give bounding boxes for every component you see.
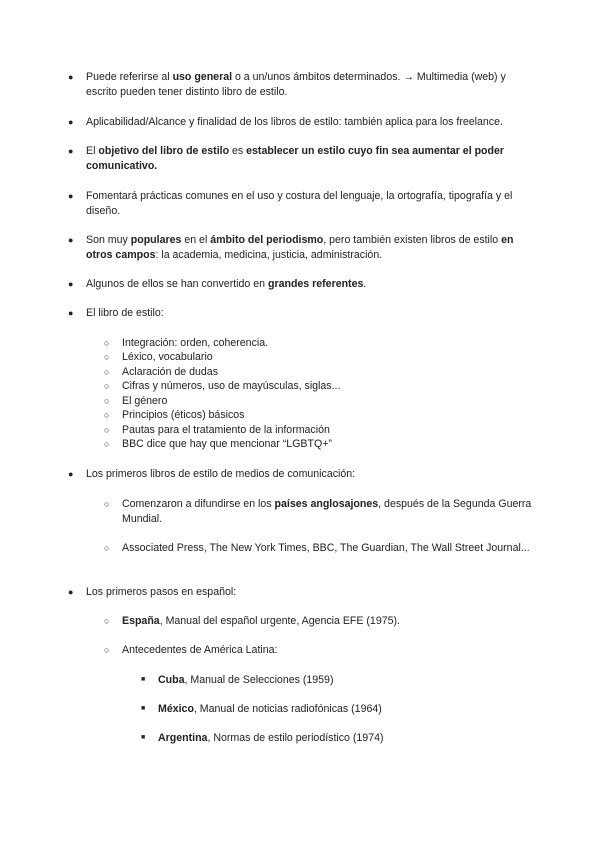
text-segment: Integración: orden, coherencia. bbox=[122, 337, 269, 349]
bold-text: Cuba bbox=[158, 674, 185, 686]
bullet-icon: ○ bbox=[104, 396, 110, 406]
bullet-icon: ○ bbox=[104, 381, 110, 391]
bold-text: en otros campos bbox=[86, 234, 514, 261]
bullet-icon: ■ bbox=[141, 676, 146, 683]
list-item bbox=[104, 394, 532, 409]
text-segment: , Manual de noticias radiofónicas (1964) bbox=[193, 703, 382, 715]
text-segment: Puede referirse al bbox=[86, 71, 173, 83]
list-item bbox=[68, 467, 536, 482]
bullet-icon: ■ bbox=[141, 734, 146, 741]
list-item bbox=[104, 643, 532, 658]
list-item bbox=[68, 115, 536, 130]
bullet-icon: ● bbox=[68, 279, 74, 289]
list-item bbox=[104, 614, 532, 629]
list-item bbox=[104, 423, 532, 438]
text-segment: Associated Press, The New York Times, BBC, The Guardian, The Wall Street Journal... bbox=[122, 542, 530, 554]
text-segment: Léxico, vocabulario bbox=[122, 351, 213, 363]
text-segment: , Manual del español urgente, Agencia EFE (1975). bbox=[159, 615, 400, 627]
bullet-icon: ● bbox=[68, 72, 74, 82]
bold-text: grandes referentes bbox=[267, 278, 364, 290]
list-item bbox=[68, 70, 536, 99]
bold-text: establecer un estilo cuyo fin sea aumentar el poder comunicativo. bbox=[86, 145, 505, 172]
bold-text: objetivo del libro de estilo bbox=[98, 145, 230, 157]
list-item bbox=[68, 233, 536, 262]
text-segment: Comenzaron a difundirse en los bbox=[122, 498, 275, 510]
text-segment: Principios (éticos) básicos bbox=[122, 409, 245, 421]
bullet-icon: ● bbox=[68, 117, 74, 127]
list-item bbox=[104, 408, 532, 423]
list-item bbox=[68, 144, 536, 173]
text-segment: BBC dice que hay que mencionar “LGBTQ+” bbox=[122, 438, 332, 450]
list-item bbox=[104, 365, 532, 380]
list-item bbox=[104, 437, 532, 452]
list-item bbox=[141, 731, 538, 746]
text-segment: Antecedentes de América Latina: bbox=[122, 644, 278, 656]
bold-text: España bbox=[122, 615, 160, 627]
bold-text: países anglosajones bbox=[274, 498, 379, 510]
text-segment: : la academia, medicina, justicia, administración. bbox=[155, 248, 383, 261]
text-segment: Aplicabilidad/Alcance y finalidad de los libros de estilo: también aplica para los freelance. bbox=[86, 116, 503, 128]
list-item bbox=[104, 497, 532, 526]
text-segment: en el bbox=[181, 234, 211, 246]
bold-text: Argentina bbox=[158, 732, 208, 744]
bold-text: populares bbox=[130, 234, 182, 246]
bullet-icon: ○ bbox=[104, 425, 110, 435]
list-item bbox=[68, 585, 536, 600]
list-item bbox=[141, 702, 538, 717]
list-item bbox=[68, 277, 536, 292]
text-segment: , Manual de Selecciones (1959) bbox=[184, 674, 334, 686]
text-segment: , después de la Segunda Guerra Mundial. bbox=[122, 498, 532, 525]
bold-text: México bbox=[158, 703, 194, 715]
text-segment: o a un/unos ámbitos determinados. → Multimedia (web) y escrito pueden tener distinto libro de estilo. bbox=[86, 71, 506, 98]
bold-text: ámbito del periodismo bbox=[210, 234, 324, 246]
bullet-icon: ● bbox=[68, 235, 74, 245]
list-item bbox=[68, 189, 536, 218]
bullet-icon: ● bbox=[68, 469, 74, 479]
text-segment: Aclaración de dudas bbox=[122, 366, 218, 378]
bullet-icon: ○ bbox=[104, 352, 110, 362]
text-segment: Cifras y números, uso de mayúsculas, siglas... bbox=[122, 380, 341, 392]
bullet-icon: ○ bbox=[104, 439, 110, 449]
bullet-icon: ● bbox=[68, 146, 74, 156]
text-segment: Los primeros libros de estilo de medios de comunicación: bbox=[86, 468, 356, 480]
text-segment: El género bbox=[122, 395, 168, 407]
list-item bbox=[104, 350, 532, 365]
text-segment: , pero también existen libros de estilo bbox=[323, 234, 502, 246]
list-item bbox=[104, 336, 532, 351]
list-item bbox=[141, 673, 538, 688]
bullet-icon: ○ bbox=[104, 367, 110, 377]
text-segment: Son muy bbox=[86, 234, 131, 246]
bullet-icon: ○ bbox=[104, 410, 110, 420]
list-item bbox=[104, 379, 532, 394]
bullet-icon: ○ bbox=[104, 338, 110, 348]
bullet-icon: ● bbox=[68, 191, 74, 201]
bullet-icon: ● bbox=[68, 308, 74, 318]
bullet-icon: ■ bbox=[141, 705, 146, 712]
text-segment: es bbox=[229, 145, 247, 157]
list-item bbox=[104, 541, 532, 556]
list-item bbox=[68, 306, 536, 321]
text-segment: , Normas de estilo periodístico (1974) bbox=[207, 732, 384, 744]
text-segment: Los primeros pasos en español: bbox=[86, 586, 237, 598]
text-segment: Algunos de ellos se han convertido en bbox=[86, 278, 268, 290]
text-segment: Pautas para el tratamiento de la información bbox=[122, 424, 330, 436]
bullet-icon: ○ bbox=[104, 499, 110, 509]
text-segment: El libro de estilo: bbox=[86, 307, 164, 319]
text-segment: El bbox=[86, 145, 99, 157]
text-segment: Fomentará prácticas comunes en el uso y costura del lenguaje, la ortografía, tipografía y el diseño. bbox=[86, 190, 513, 217]
bullet-icon: ● bbox=[68, 587, 74, 597]
bullet-icon: ○ bbox=[104, 616, 110, 626]
bullet-icon: ○ bbox=[104, 645, 110, 655]
bullet-icon: ○ bbox=[104, 543, 110, 553]
text-segment: . bbox=[363, 278, 367, 290]
bold-text: uso general bbox=[172, 71, 233, 83]
